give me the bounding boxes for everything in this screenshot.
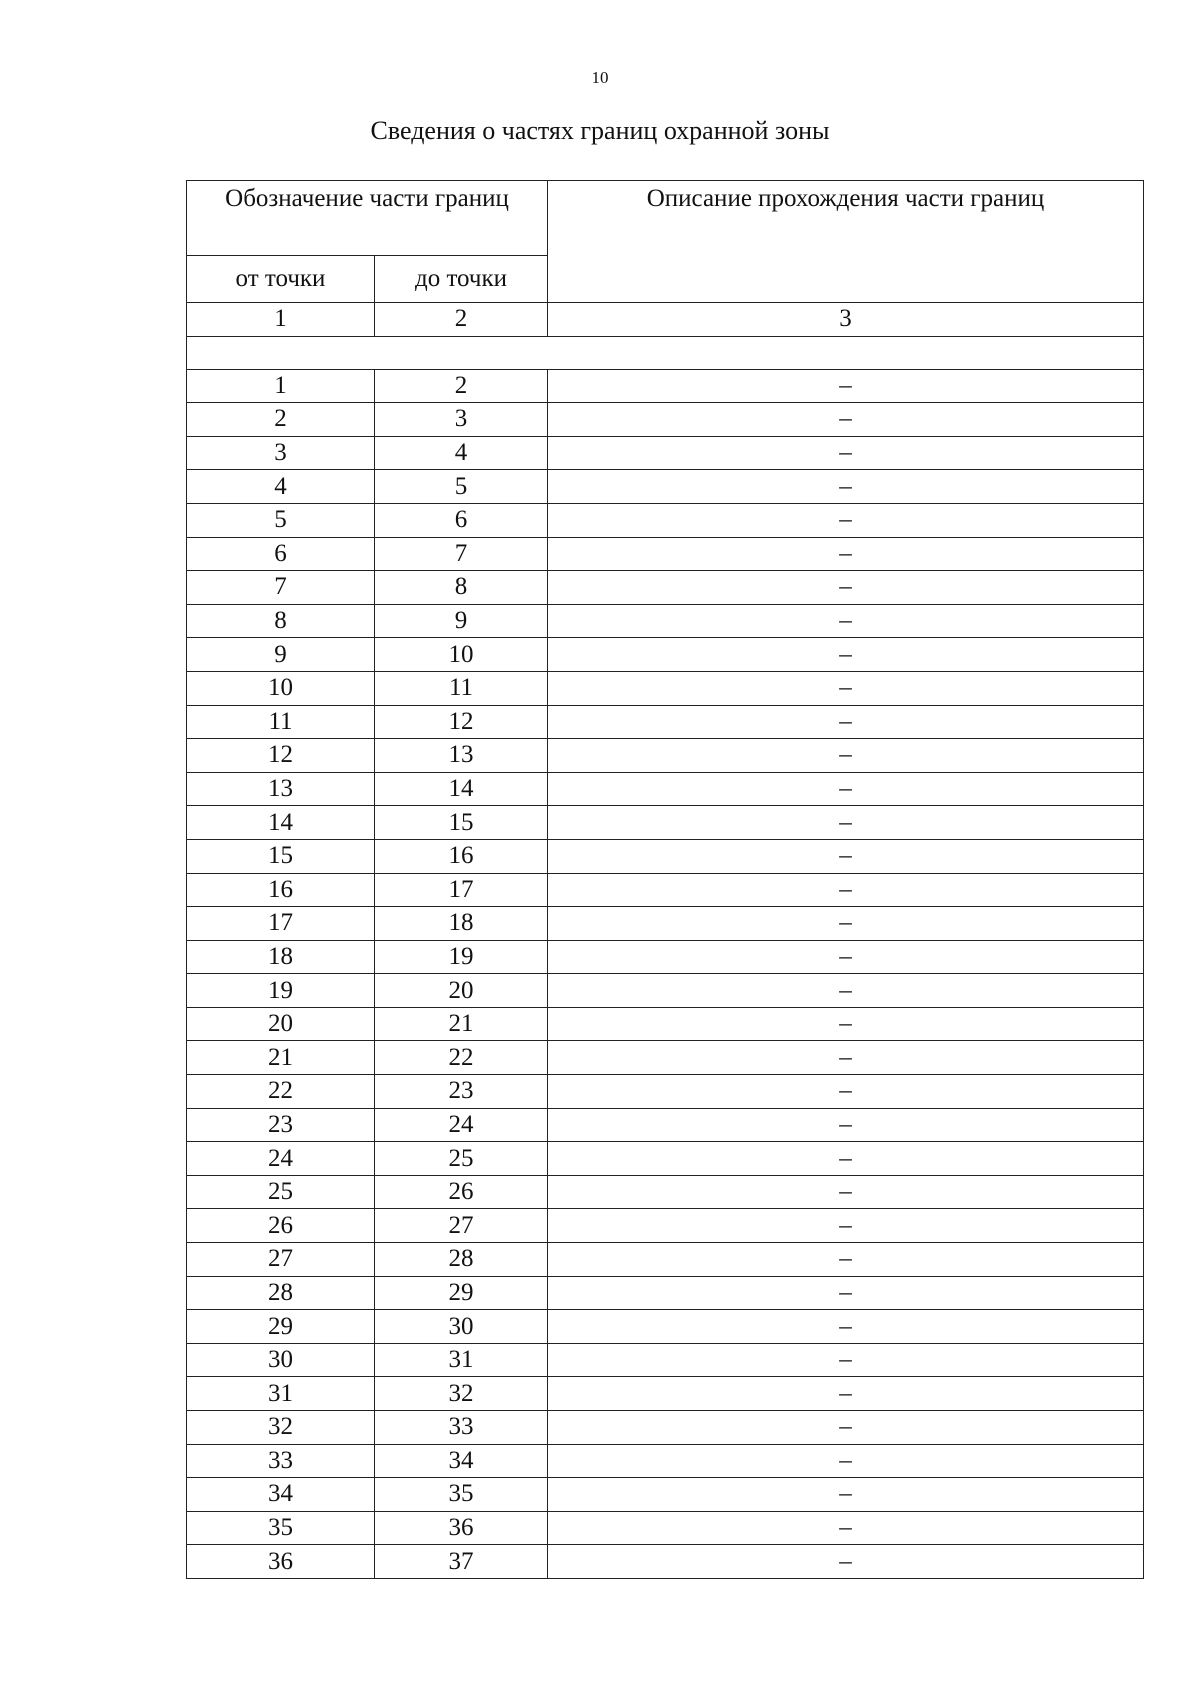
to-point-cell: 26 (375, 1175, 548, 1209)
from-point-cell: 27 (187, 1243, 375, 1277)
description-cell: – (548, 1108, 1144, 1142)
table-row (187, 739, 1144, 773)
to-point-cell: 7 (375, 537, 548, 571)
description-cell: – (548, 1209, 1144, 1243)
from-point-cell: 22 (187, 1075, 375, 1109)
description-cell: – (548, 1511, 1144, 1545)
table-row (187, 1545, 1144, 1579)
description-cell: – (548, 436, 1144, 470)
to-point-cell: 13 (375, 739, 548, 773)
from-point-cell: 9 (187, 638, 375, 672)
from-point-cell: 4 (187, 470, 375, 504)
description-cell: – (548, 1007, 1144, 1041)
table-row (187, 436, 1144, 470)
table-row (187, 1041, 1144, 1075)
description-cell: – (548, 1142, 1144, 1176)
description-cell: – (548, 403, 1144, 437)
description-cell: – (548, 1175, 1144, 1209)
description-cell: – (548, 1276, 1144, 1310)
from-point-cell: 23 (187, 1108, 375, 1142)
description-cell: – (548, 604, 1144, 638)
from-point-cell: 11 (187, 705, 375, 739)
to-point-cell: 29 (375, 1276, 548, 1310)
description-cell: – (548, 503, 1144, 537)
table-row (187, 907, 1144, 941)
to-point-cell: 5 (375, 470, 548, 504)
description-cell: – (548, 1243, 1144, 1277)
from-point-cell: 3 (187, 436, 375, 470)
to-point-cell: 23 (375, 1075, 548, 1109)
to-point-cell: 4 (375, 436, 548, 470)
table-row (187, 772, 1144, 806)
to-point-cell: 36 (375, 1511, 548, 1545)
table-row (187, 1377, 1144, 1411)
column-number: 1 (187, 303, 375, 337)
header-description: Описание прохождения части границ (548, 181, 1144, 303)
table-row (187, 1243, 1144, 1277)
description-cell: – (548, 1343, 1144, 1377)
page-title: Сведения о частях границ охранной зоны (370, 116, 830, 145)
table-row (187, 369, 1144, 403)
boundary-table-body (187, 303, 1144, 1579)
description-cell: – (548, 873, 1144, 907)
description-cell: – (548, 470, 1144, 504)
section-row (187, 336, 1144, 369)
description-cell: – (548, 705, 1144, 739)
description-cell: – (548, 671, 1144, 705)
table-row (187, 537, 1144, 571)
table-row (187, 1209, 1144, 1243)
description-cell: – (548, 739, 1144, 773)
to-point-cell: 27 (375, 1209, 548, 1243)
table-row (187, 1310, 1144, 1344)
table-row (187, 1108, 1144, 1142)
from-point-cell: 1 (187, 369, 375, 403)
to-point-cell: 14 (375, 772, 548, 806)
to-point-cell: 25 (375, 1142, 548, 1176)
from-point-cell: 14 (187, 806, 375, 840)
description-cell: – (548, 974, 1144, 1008)
column-number: 2 (375, 303, 548, 337)
boundary-table (186, 302, 1144, 1579)
description-cell: – (548, 907, 1144, 941)
description-cell: – (548, 1041, 1144, 1075)
to-point-cell: 20 (375, 974, 548, 1008)
description-cell: – (548, 1478, 1144, 1512)
table-row (187, 1343, 1144, 1377)
from-point-cell: 30 (187, 1343, 375, 1377)
section-label (187, 336, 1144, 369)
from-point-cell: 33 (187, 1444, 375, 1478)
header-from-point: от точки (187, 256, 375, 303)
from-point-cell: 20 (187, 1007, 375, 1041)
to-point-cell: 8 (375, 571, 548, 605)
table-row (187, 806, 1144, 840)
from-point-cell: 25 (187, 1175, 375, 1209)
to-point-cell: 6 (375, 503, 548, 537)
from-point-cell: 6 (187, 537, 375, 571)
from-point-cell: 24 (187, 1142, 375, 1176)
description-cell: – (548, 806, 1144, 840)
to-point-cell: 16 (375, 839, 548, 873)
description-cell: – (548, 571, 1144, 605)
to-point-cell: 35 (375, 1478, 548, 1512)
from-point-cell: 2 (187, 403, 375, 437)
to-point-cell: 34 (375, 1444, 548, 1478)
from-point-cell: 31 (187, 1377, 375, 1411)
table-row (187, 470, 1144, 504)
table-row (187, 940, 1144, 974)
table-row (187, 571, 1144, 605)
table-row (187, 1142, 1144, 1176)
description-cell: – (548, 1444, 1144, 1478)
description-cell: – (548, 1545, 1144, 1579)
to-point-cell: 3 (375, 403, 548, 437)
table-row (187, 1411, 1144, 1445)
table-row (187, 839, 1144, 873)
description-cell: – (548, 1075, 1144, 1109)
table-row (187, 503, 1144, 537)
to-point-cell: 31 (375, 1343, 548, 1377)
column-number: 3 (548, 303, 1144, 337)
to-point-cell: 11 (375, 671, 548, 705)
table-row (187, 1007, 1144, 1041)
to-point-cell: 22 (375, 1041, 548, 1075)
description-cell: – (548, 1310, 1144, 1344)
header-designation: Обозначение части границ (187, 181, 548, 256)
table-row (187, 1478, 1144, 1512)
from-point-cell: 28 (187, 1276, 375, 1310)
from-point-cell: 34 (187, 1478, 375, 1512)
to-point-cell: 10 (375, 638, 548, 672)
to-point-cell: 37 (375, 1545, 548, 1579)
from-point-cell: 29 (187, 1310, 375, 1344)
description-cell: – (548, 772, 1144, 806)
description-cell: – (548, 839, 1144, 873)
from-point-cell: 13 (187, 772, 375, 806)
to-point-cell: 18 (375, 907, 548, 941)
from-point-cell: 5 (187, 503, 375, 537)
column-number-row (187, 303, 1144, 337)
from-point-cell: 15 (187, 839, 375, 873)
from-point-cell: 26 (187, 1209, 375, 1243)
from-point-cell: 12 (187, 739, 375, 773)
from-point-cell: 32 (187, 1411, 375, 1445)
description-cell: – (548, 537, 1144, 571)
to-point-cell: 32 (375, 1377, 548, 1411)
to-point-cell: 9 (375, 604, 548, 638)
from-point-cell: 16 (187, 873, 375, 907)
table-row (187, 1511, 1144, 1545)
from-point-cell: 18 (187, 940, 375, 974)
from-point-cell: 21 (187, 1041, 375, 1075)
to-point-cell: 28 (375, 1243, 548, 1277)
description-cell: – (548, 638, 1144, 672)
from-point-cell: 36 (187, 1545, 375, 1579)
to-point-cell: 15 (375, 806, 548, 840)
table-row (187, 1075, 1144, 1109)
description-cell: – (548, 1377, 1144, 1411)
table-row (187, 604, 1144, 638)
table-row (187, 1276, 1144, 1310)
header-to-point: до точки (375, 256, 548, 303)
from-point-cell: 19 (187, 974, 375, 1008)
to-point-cell: 33 (375, 1411, 548, 1445)
table-row (187, 873, 1144, 907)
to-point-cell: 12 (375, 705, 548, 739)
table-row (187, 1444, 1144, 1478)
table-row (187, 671, 1144, 705)
to-point-cell: 21 (375, 1007, 548, 1041)
to-point-cell: 19 (375, 940, 548, 974)
description-cell: – (548, 369, 1144, 403)
to-point-cell: 2 (375, 369, 548, 403)
from-point-cell: 8 (187, 604, 375, 638)
table-row (187, 638, 1144, 672)
table-row (187, 705, 1144, 739)
table-row (187, 403, 1144, 437)
to-point-cell: 30 (375, 1310, 548, 1344)
table-row (187, 974, 1144, 1008)
from-point-cell: 17 (187, 907, 375, 941)
description-cell: – (548, 940, 1144, 974)
to-point-cell: 24 (375, 1108, 548, 1142)
to-point-cell: 17 (375, 873, 548, 907)
boundary-table-header (186, 180, 1144, 303)
from-point-cell: 7 (187, 571, 375, 605)
from-point-cell: 10 (187, 671, 375, 705)
table-row (187, 1175, 1144, 1209)
description-cell: – (548, 1411, 1144, 1445)
page-number: 10 (591, 68, 609, 87)
from-point-cell: 35 (187, 1511, 375, 1545)
